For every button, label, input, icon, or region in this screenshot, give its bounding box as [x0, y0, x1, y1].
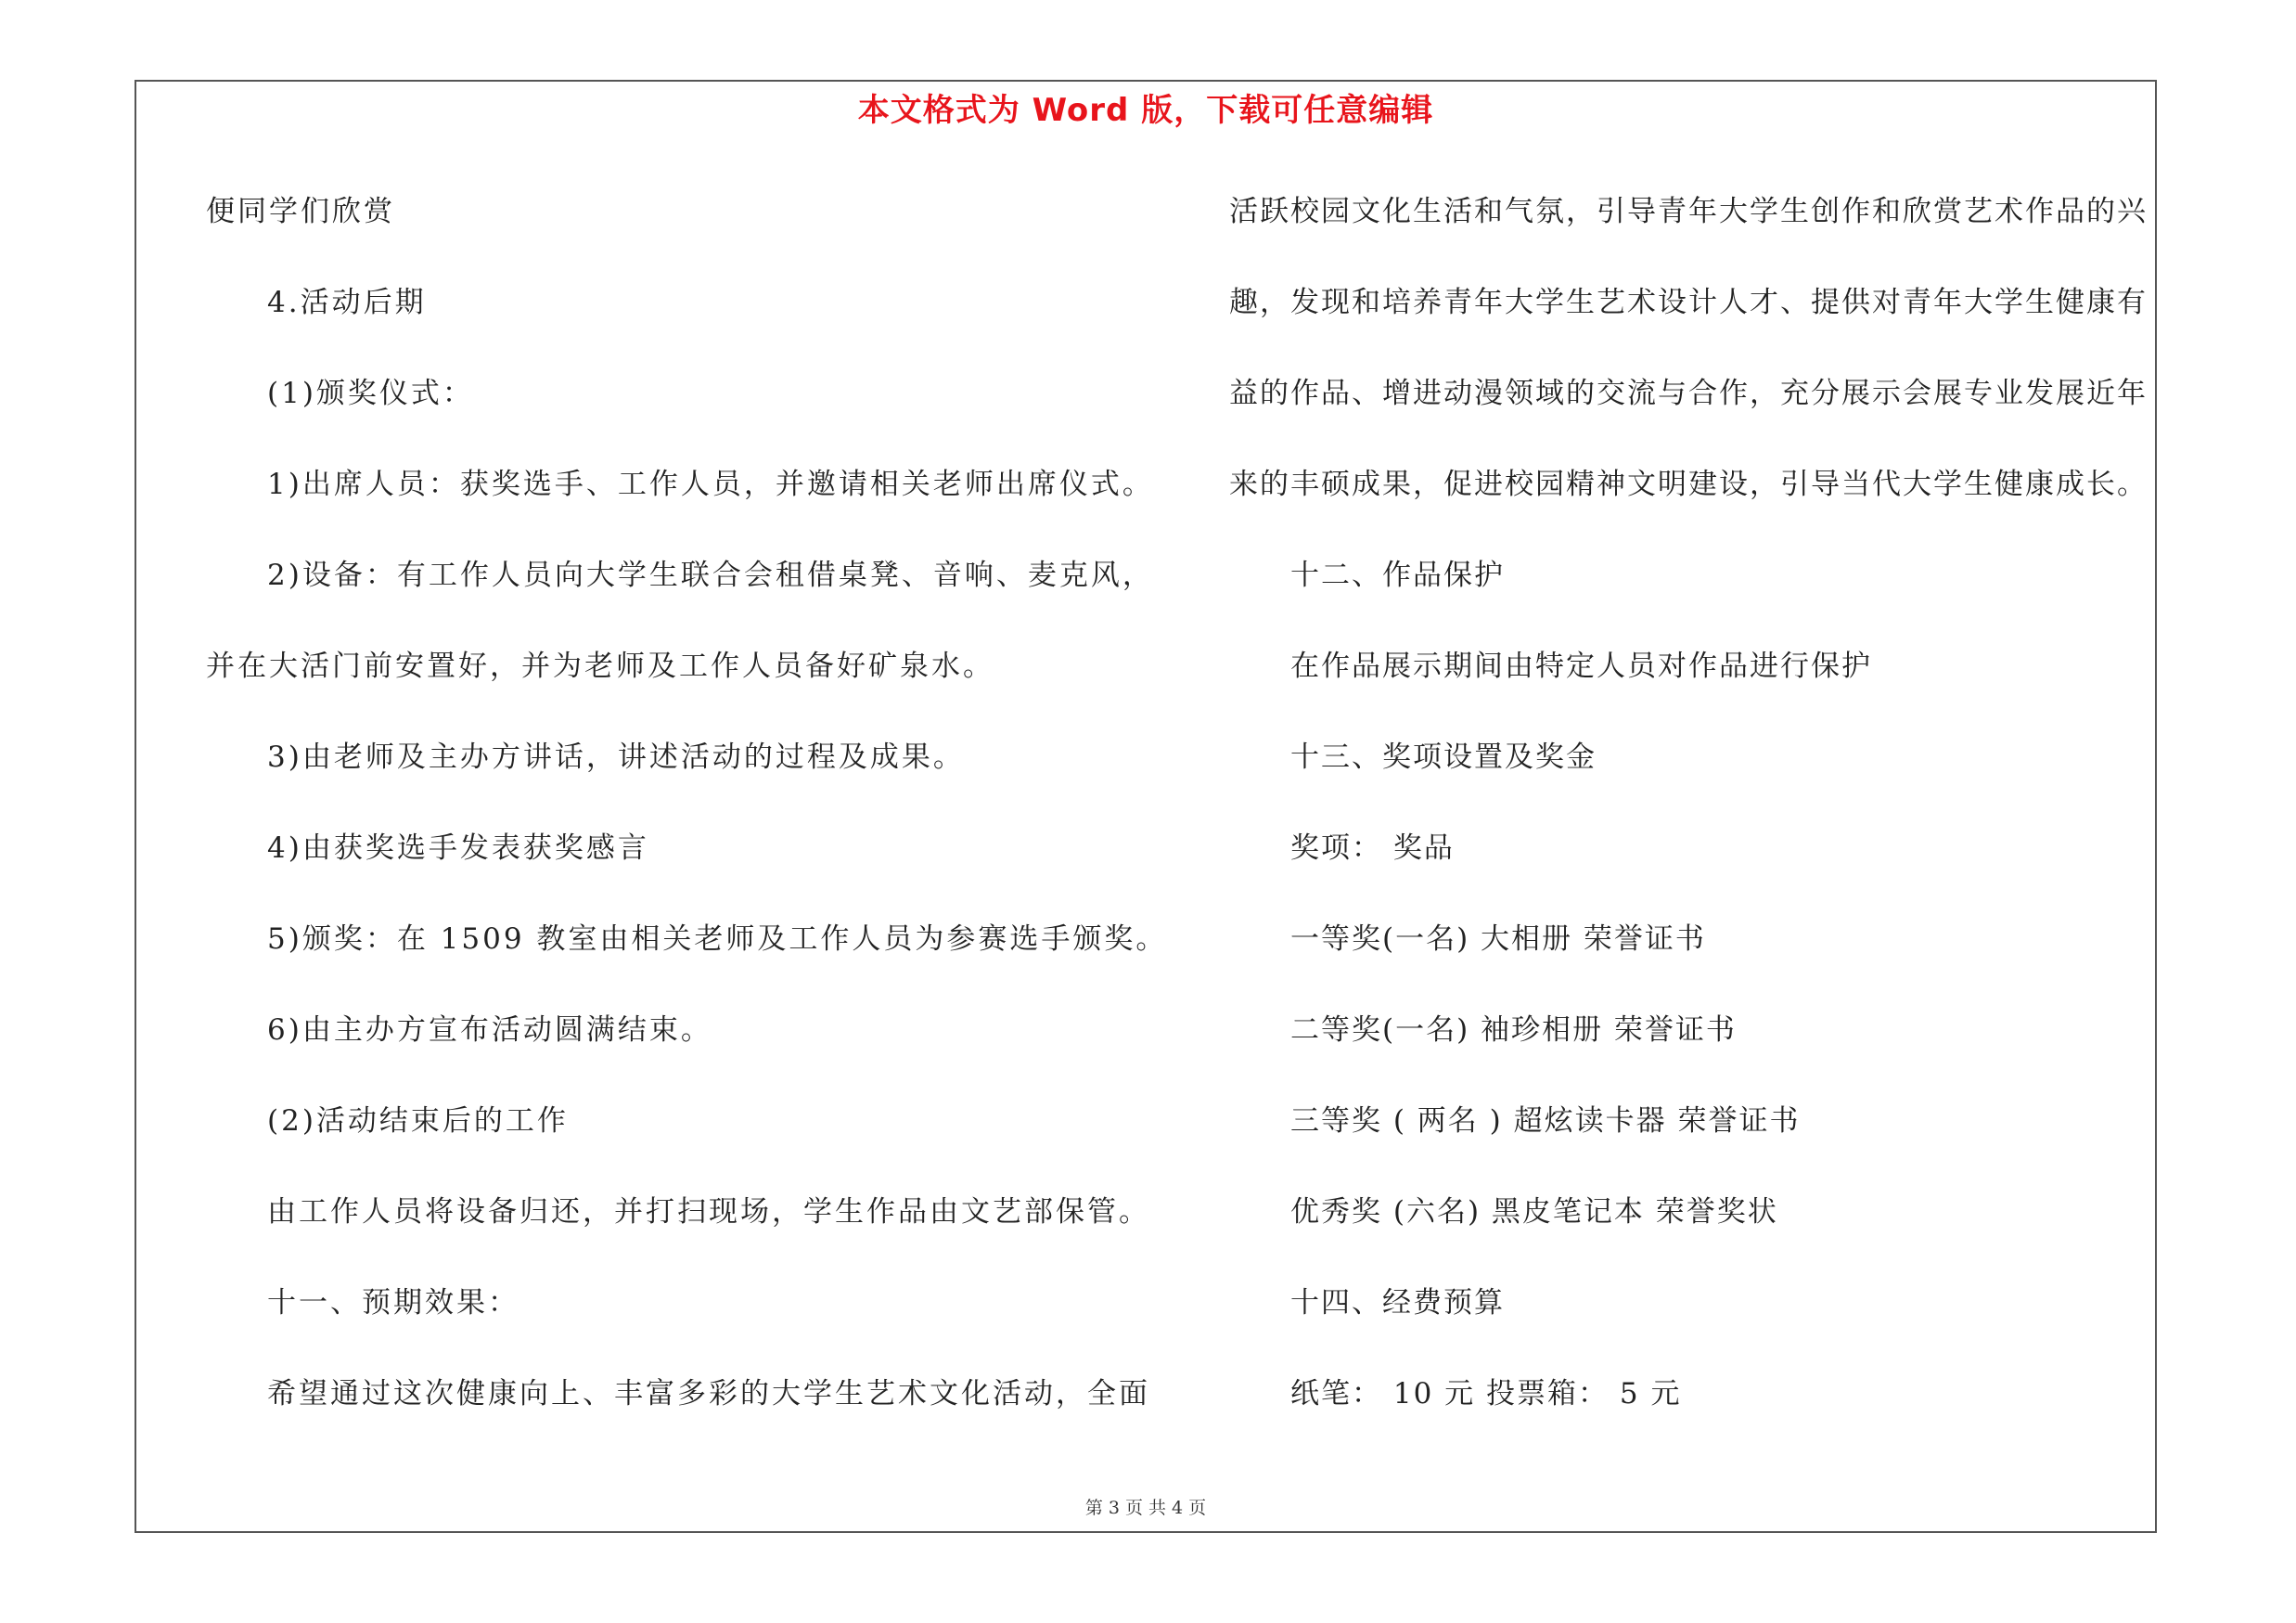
- paragraph-line: (1)颁奖仪式：: [267, 377, 474, 410]
- paragraph-line: 十二、作品保护: [1290, 559, 1505, 592]
- paragraph-line: 1)出席人员：获奖选手、工作人员，并邀请相关老师出席仪式。: [267, 468, 1154, 501]
- format-banner: 本文格式为 Word 版，下载可任意编辑: [857, 92, 1434, 129]
- right-text-column: [1229, 186, 2157, 1459]
- paragraph-line: 5)颁奖：在 1509 教室由相关老师及工作人员为参赛选手颁奖。: [267, 922, 1168, 956]
- paragraph-line: 活跃校园文化生活和气氛，引导青年大学生创作和欣赏艺术作品的兴: [1229, 195, 2148, 228]
- paragraph-line: 趣，发现和培养青年大学生艺术设计人才、提供对青年大学生健康有: [1229, 286, 2148, 319]
- paragraph-line: 3)由老师及主办方讲话，讲述活动的过程及成果。: [267, 741, 965, 774]
- paragraph-line: 来的丰硕成果，促进校园精神文明建设，引导当代大学生健康成长。: [1229, 468, 2148, 501]
- paragraph-line: 十三、奖项设置及奖金: [1290, 741, 1597, 774]
- paragraph-line: 优秀奖 (六名) 黑皮笔记本 荣誉奖状: [1290, 1195, 1778, 1229]
- paragraph-line: (2)活动结束后的工作: [267, 1104, 569, 1138]
- paragraph-line: 希望通过这次健康向上、丰富多彩的大学生艺术文化活动，全面: [267, 1377, 1150, 1410]
- paragraph-line: 三等奖 ( 两名 ) 超炫读卡器 荣誉证书: [1290, 1104, 1801, 1138]
- left-text-column: [206, 186, 1171, 1459]
- page-number-footer: 第 3 页 共 4 页: [1084, 1498, 1207, 1518]
- paragraph-line: 二等奖(一名) 袖珍相册 荣誉证书: [1290, 1013, 1737, 1047]
- paragraph-line: 在作品展示期间由特定人员对作品进行保护: [1290, 650, 1872, 683]
- paragraph-line: 4.活动后期: [267, 286, 427, 319]
- paragraph-line: 6)由主办方宣布活动圆满结束。: [267, 1013, 712, 1047]
- paragraph-line: 并在大活门前安置好，并为老师及工作人员备好矿泉水。: [206, 650, 994, 683]
- paragraph-line: 由工作人员将设备归还，并打扫现场，学生作品由文艺部保管。: [267, 1195, 1150, 1229]
- paragraph-line: 4)由获奖选手发表获奖感言: [267, 831, 649, 865]
- paragraph-line: 便同学们欣赏: [206, 195, 395, 228]
- paragraph-line: 益的作品、增进动漫领域的交流与合作，充分展示会展专业发展近年: [1229, 377, 2148, 410]
- paragraph-line: 纸笔： 10 元 投票箱： 5 元: [1290, 1377, 1682, 1410]
- paragraph-line: 十四、经费预算: [1290, 1286, 1505, 1320]
- paragraph-line: 奖项： 奖品: [1290, 831, 1455, 865]
- paragraph-line: 十一、预期效果：: [267, 1286, 519, 1320]
- paragraph-line: 2)设备：有工作人员向大学生联合会租借桌凳、音响、麦克风，: [267, 559, 1154, 592]
- paragraph-line: 一等奖(一名) 大相册 荣誉证书: [1290, 922, 1706, 956]
